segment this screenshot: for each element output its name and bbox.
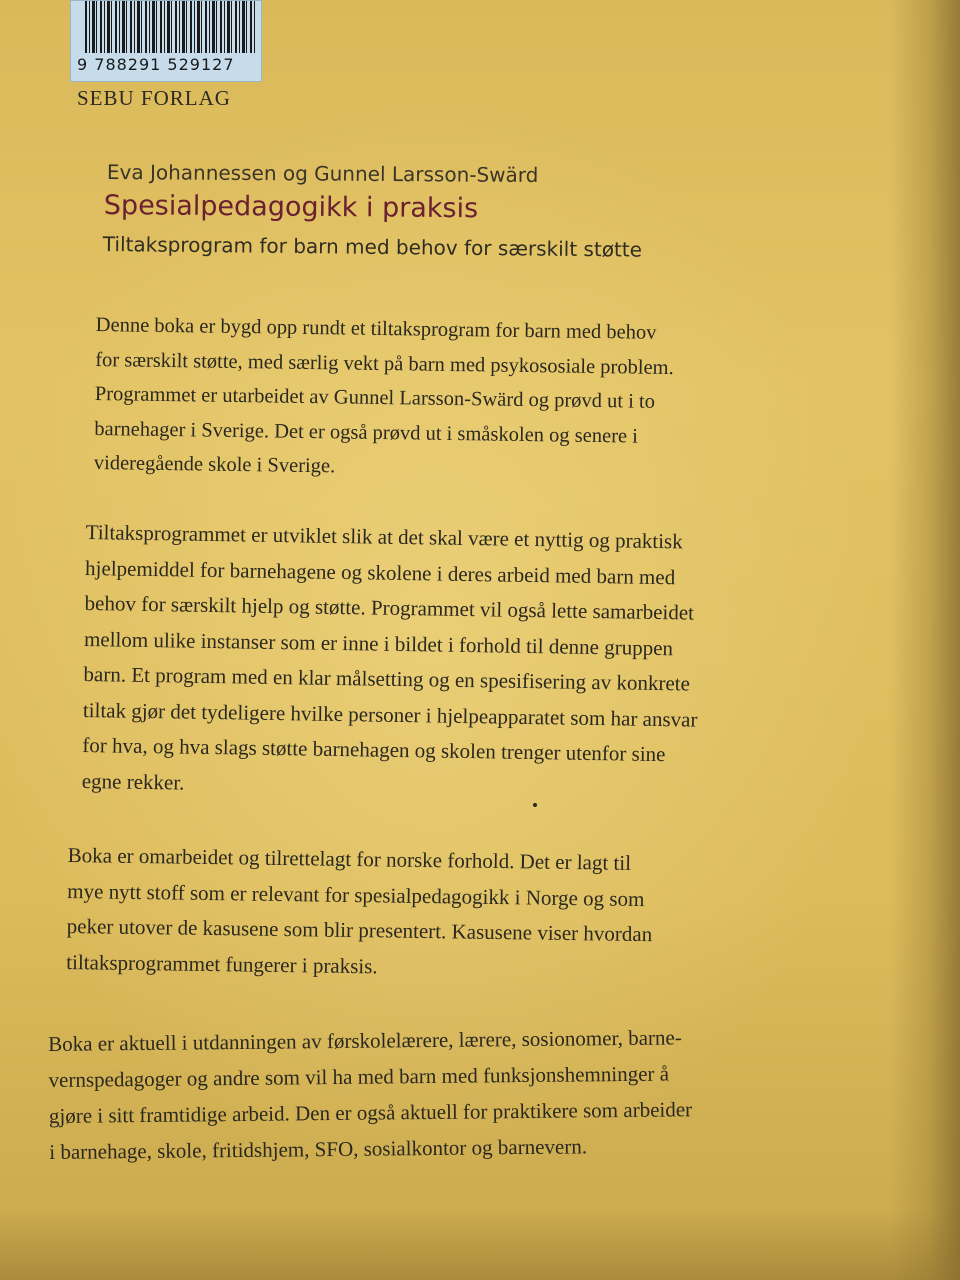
paragraph-line: mellom ulike instanser som er inne i bildet i forhold til denne gruppen bbox=[83, 626, 674, 660]
paragraph-line: for hva, og hva slags støtte barnehagen og skolen trenger utenfor sine bbox=[82, 732, 666, 767]
publisher-name: SEBU FORLAG bbox=[77, 86, 231, 110]
description-paragraph-3 bbox=[66, 838, 653, 988]
paragraph-line: vernspedagoger og andre som vil ha med barn med funksjonshemninger å bbox=[48, 1061, 670, 1092]
book-authors: Eva Johannessen og Gunnel Larsson-Swärd bbox=[106, 160, 539, 188]
paragraph-line: for særskilt støtte, med særlig vekt på barn med psykososiale problem. bbox=[95, 348, 674, 379]
paragraph-line: Tiltaksprogrammet er utviklet slik at det skal være et nyttig og praktisk bbox=[85, 519, 683, 554]
paragraph-line: peker utover de kasusene som blir presentert. Kasusene viser hvordan bbox=[66, 913, 653, 947]
paragraph-line: i barnehage, skole, fritidshjem, SFO, sosialkontor og barnevern. bbox=[49, 1134, 588, 1164]
paragraph-line: gjøre i sitt framtidige arbeid. Den er også aktuell for praktikere som arbeider bbox=[48, 1097, 693, 1128]
barcode-icon bbox=[85, 1, 255, 53]
paragraph-line: hjelpemiddel for barnehagene og skolene i deres arbeid med barn med bbox=[84, 555, 676, 589]
description-paragraph-2 bbox=[82, 515, 701, 809]
paragraph-line: videregående skole i Sverige. bbox=[93, 451, 336, 478]
paragraph-line: Boka er aktuell i utdanningen av førskolelærere, lærere, sosionomer, barne- bbox=[48, 1025, 682, 1056]
paragraph-line: Programmet er utarbeidet av Gunnel Larsson-Swärd og prøvd ut i to bbox=[94, 382, 656, 413]
paragraph-line: behov for særskilt hjelp og støtte. Programmet vil også lette samarbeidet bbox=[84, 590, 695, 625]
paragraph-line: Denne boka er bygd opp rundt et tiltaksprogram for barn med behov bbox=[95, 313, 657, 344]
paragraph-line: barnehager i Sverige. Det er også prøvd ut i småskolen og senere i bbox=[94, 417, 639, 448]
barcode-label bbox=[70, 0, 262, 82]
paragraph-line: mye nytt stoff som er relevant for spesialpedagogikk i Norge og som bbox=[67, 878, 645, 911]
cover-bottom-edge bbox=[0, 1210, 960, 1280]
isbn-number: 9 788291 529127 bbox=[77, 55, 235, 74]
description-paragraph-4 bbox=[48, 1019, 693, 1170]
book-title: Spesialpedagogikk i praksis bbox=[103, 190, 479, 225]
paragraph-line: barn. Et program med en klar målsetting og en spesifisering av konkrete bbox=[83, 661, 691, 696]
book-subtitle: Tiltaksprogram for barn med behov for særskilt støtte bbox=[102, 232, 643, 262]
paragraph-line: tiltaksprogrammet fungerer i praksis. bbox=[66, 949, 378, 978]
spine-shadow bbox=[890, 0, 960, 1280]
paragraph-line: egne rekker. bbox=[81, 768, 185, 795]
paragraph-line: tiltak gjør det tydeligere hvilke personer i hjelpeapparatet som har ansvar bbox=[82, 697, 698, 732]
paragraph-line: Boka er omarbeidet og tilrettelagt for norske forhold. Det er lagt til bbox=[67, 842, 632, 875]
print-speck bbox=[533, 803, 537, 807]
description-paragraph-1 bbox=[94, 308, 675, 489]
